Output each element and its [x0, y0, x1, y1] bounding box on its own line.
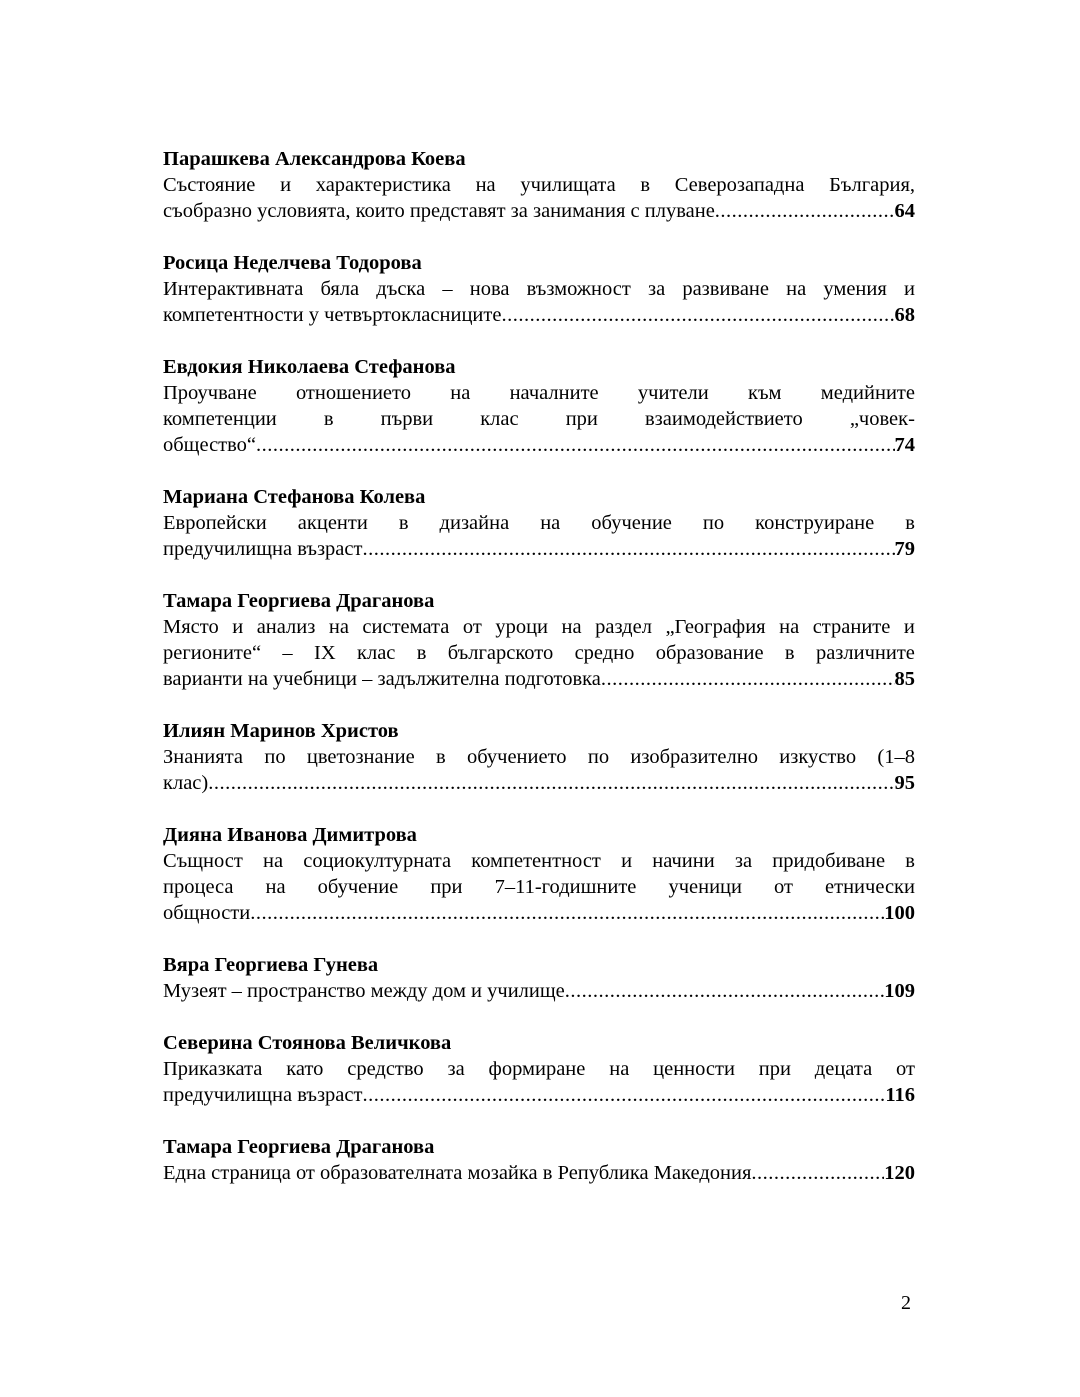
title-word: от — [774, 876, 793, 898]
toc-entry — [163, 1134, 915, 1186]
entry-title-final-line — [163, 302, 915, 328]
toc-entry — [163, 588, 915, 692]
entry-title-text: предучилищна възраст — [163, 1084, 363, 1106]
title-word: – — [442, 278, 453, 300]
title-word: конструиране — [755, 512, 875, 534]
dot-leader — [362, 536, 894, 562]
toc-entry — [163, 718, 915, 796]
title-word: изобразително — [630, 746, 758, 768]
title-word: раздел — [595, 616, 652, 638]
title-word: България, — [829, 174, 915, 196]
entry-title-line — [163, 744, 915, 770]
entry-title-final-line — [163, 432, 915, 458]
entry-page-number: 64 — [894, 200, 915, 222]
title-word: анализ — [256, 616, 316, 638]
title-word: дизайна — [439, 512, 510, 534]
title-word: развиване — [682, 278, 770, 300]
dot-leader — [256, 432, 894, 458]
entry-title-line — [163, 640, 915, 666]
entry-title-final-line — [163, 198, 915, 224]
title-word: (1–8 — [877, 746, 915, 768]
title-word: страните — [812, 616, 891, 638]
toc-entry — [163, 1030, 915, 1108]
title-word: българското — [447, 642, 554, 664]
title-word: към — [747, 382, 782, 404]
entry-page-number: 68 — [894, 304, 915, 326]
entry-author: Северина Стоянова Величкова — [163, 1032, 452, 1054]
entry-page-number: 74 — [894, 434, 915, 456]
title-word: регионите“ — [163, 642, 262, 664]
toc-entry — [163, 354, 915, 458]
title-word: клас — [480, 408, 519, 430]
title-word: различните — [815, 642, 915, 664]
title-word: при — [758, 1058, 791, 1080]
title-word: в — [323, 408, 334, 430]
title-word: по — [702, 512, 725, 534]
title-word: Северозападна — [674, 174, 805, 196]
entry-page-number: 109 — [884, 980, 915, 1002]
title-word: по — [587, 746, 610, 768]
title-word: характеристика — [315, 174, 451, 196]
toc-entry — [163, 484, 915, 562]
dot-leader — [715, 198, 895, 224]
title-word: обучение — [317, 876, 399, 898]
title-word: процеса — [163, 876, 234, 898]
title-word: бяла — [320, 278, 360, 300]
title-word: на — [609, 1058, 630, 1080]
title-word: Състояние — [163, 174, 256, 196]
title-word: ценности — [653, 1058, 735, 1080]
entry-page-number: 120 — [884, 1162, 915, 1184]
entry-title-final-line — [163, 978, 915, 1004]
title-word: Знанията — [163, 746, 244, 768]
title-word: първи — [380, 408, 434, 430]
title-word: образование — [655, 642, 764, 664]
title-word: ученици — [668, 876, 742, 898]
title-word: 7–11-годишните — [494, 876, 637, 898]
entry-title-line — [163, 276, 915, 302]
toc-entry — [163, 952, 915, 1004]
title-word: Приказката — [163, 1058, 263, 1080]
title-word: за — [647, 278, 666, 300]
entry-title-line — [163, 380, 915, 406]
entry-title-text: Една страница от образователната мозайка в Република Македония — [163, 1162, 752, 1184]
entry-title-final-line — [163, 1160, 915, 1186]
title-word: обучение — [591, 512, 672, 534]
title-word: учители — [637, 382, 709, 404]
title-word: началните — [509, 382, 599, 404]
entry-title-final-line — [163, 536, 915, 562]
title-word: и — [280, 174, 292, 196]
entry-title-text: Музеят – пространство между дом и училище — [163, 980, 565, 1002]
entry-page-number: 116 — [885, 1084, 915, 1106]
entry-author: Росица Неделчева Тодорова — [163, 252, 422, 274]
entry-title-line — [163, 848, 915, 874]
entry-author: Тамара Георгиева Драганова — [163, 1136, 435, 1158]
title-word: взаимодействието — [645, 408, 803, 430]
title-word: от — [896, 1058, 915, 1080]
title-word: „човек- — [849, 408, 915, 430]
entry-page-number: 85 — [894, 668, 915, 690]
title-word: Европейски — [163, 512, 267, 534]
entry-author: Парашкева Александрова Коева — [163, 148, 466, 170]
title-word: компетенции — [163, 408, 277, 430]
title-word: формиране — [488, 1058, 586, 1080]
title-word: в — [435, 746, 446, 768]
title-word: в — [905, 512, 915, 534]
title-word: обучението — [466, 746, 567, 768]
dot-leader — [208, 770, 894, 796]
entry-title-final-line — [163, 666, 915, 692]
title-word: нова — [469, 278, 510, 300]
dot-leader — [601, 666, 895, 692]
entry-title-text: общности — [163, 902, 251, 924]
title-word: умения — [823, 278, 887, 300]
entry-title-final-line — [163, 1082, 915, 1108]
title-word: възможност — [526, 278, 631, 300]
title-word: на — [265, 876, 286, 898]
title-word: дъска — [376, 278, 426, 300]
title-word: в — [398, 512, 409, 534]
title-word: на — [779, 616, 800, 638]
title-word: средство — [347, 1058, 424, 1080]
dot-leader — [565, 978, 884, 1004]
title-word: на — [328, 616, 349, 638]
title-word: по — [264, 746, 286, 768]
title-word: при — [565, 408, 598, 430]
entry-title-line — [163, 406, 915, 432]
title-word: и — [903, 278, 915, 300]
title-word: социокултурната — [303, 850, 452, 872]
title-word: „География — [665, 616, 766, 638]
title-word: на — [540, 512, 561, 534]
entry-title-text: варианти на учебници – задължителна подготовка — [163, 668, 601, 690]
title-word: на — [475, 174, 496, 196]
entry-page-number: 95 — [894, 772, 915, 794]
toc-entry — [163, 146, 915, 224]
title-word: начини — [652, 850, 715, 872]
title-word: цветознание — [306, 746, 415, 768]
title-word: отношението — [295, 382, 411, 404]
title-word: на — [561, 616, 582, 638]
title-word: и — [621, 850, 633, 872]
title-word: в — [905, 850, 915, 872]
entry-title-final-line — [163, 900, 915, 926]
title-word: Място — [163, 616, 219, 638]
entry-title-line — [163, 1056, 915, 1082]
title-word: в — [416, 642, 427, 664]
dot-leader — [751, 1160, 884, 1186]
entry-title-line — [163, 172, 915, 198]
toc-entry — [163, 822, 915, 926]
entry-author: Вяра Георгиева Гунева — [163, 954, 379, 976]
title-word: училищата — [520, 174, 616, 196]
entry-title-line — [163, 510, 915, 536]
title-word: компетентност — [471, 850, 601, 872]
title-word: системата — [362, 616, 450, 638]
title-word: в — [784, 642, 795, 664]
entry-title-text: клас) — [163, 772, 209, 794]
title-word: на — [786, 278, 807, 300]
title-word: придобиване — [772, 850, 886, 872]
title-word: IX — [314, 642, 336, 664]
title-word: при — [430, 876, 463, 898]
title-word: Проучване — [163, 382, 257, 404]
title-word: и — [903, 616, 915, 638]
entry-title-text: предучилищна възраст — [163, 538, 363, 560]
entry-title-line — [163, 614, 915, 640]
entry-title-text: компетентности у четвъртокласниците — [163, 304, 502, 326]
entry-author: Мариана Стефанова Колева — [163, 486, 426, 508]
entry-author: Дияна Иванова Димитрова — [163, 824, 417, 846]
title-word: медийните — [820, 382, 915, 404]
title-word: средно — [574, 642, 635, 664]
entry-page-number: 100 — [884, 902, 915, 924]
title-word: за — [734, 850, 753, 872]
page-number: 2 — [901, 1292, 911, 1314]
title-word: – — [282, 642, 293, 664]
title-word: Същност — [163, 850, 243, 872]
title-word: уроци — [495, 616, 549, 638]
dot-leader — [250, 900, 884, 926]
title-word: на — [450, 382, 471, 404]
title-word: етнически — [825, 876, 915, 898]
dot-leader — [362, 1082, 885, 1108]
entry-author: Евдокия Николаева Стефанова — [163, 356, 456, 378]
entry-author: Илиян Маринов Христов — [163, 720, 399, 742]
entry-page-number: 79 — [894, 538, 915, 560]
entry-title-final-line — [163, 770, 915, 796]
title-word: акценти — [297, 512, 368, 534]
title-word: на — [263, 850, 284, 872]
toc-entry — [163, 250, 915, 328]
title-word: в — [640, 174, 651, 196]
title-word: и — [232, 616, 244, 638]
title-word: децата — [814, 1058, 873, 1080]
dot-leader — [501, 302, 894, 328]
entry-title-line — [163, 874, 915, 900]
title-word: Интерактивната — [163, 278, 304, 300]
entry-author: Тамара Георгиева Драганова — [163, 590, 435, 612]
title-word: за — [447, 1058, 465, 1080]
entry-title-text: съобразно условията, които представят за занимания с плуване — [163, 200, 715, 222]
title-word: като — [286, 1058, 324, 1080]
title-word: от — [462, 616, 482, 638]
title-word: клас — [357, 642, 396, 664]
table-of-contents — [163, 146, 915, 1212]
title-word: изкуство — [779, 746, 857, 768]
entry-title-text: общество“ — [163, 434, 257, 456]
